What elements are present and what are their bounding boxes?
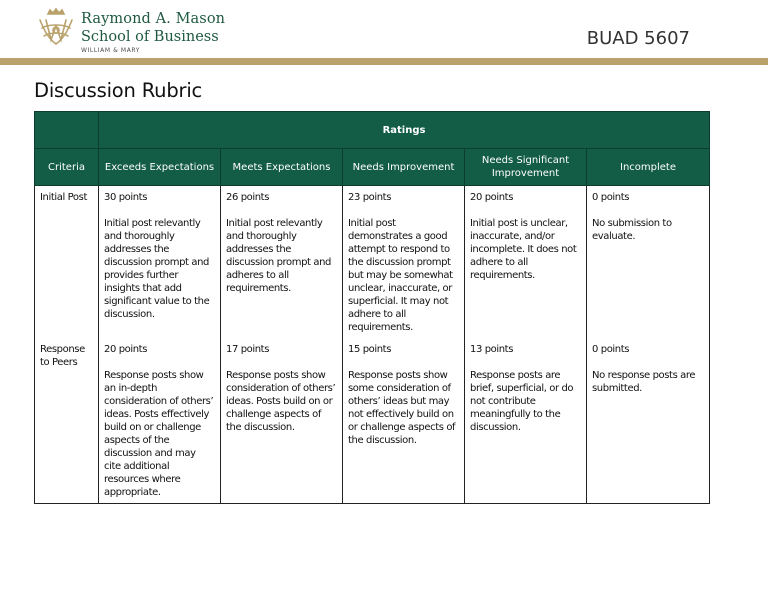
- rating-description: No submission to evaluate.: [592, 218, 672, 242]
- rating-description: Initial post demonstrates a good attempt to respond to the discussion prompt but may be somewhat unclear, inaccurate, or superficial. It may not adhere to all requirements.: [348, 218, 453, 333]
- level-header-meets: Meets Expectations: [221, 149, 343, 186]
- criteria-header: Criteria: [35, 149, 99, 186]
- rating-description: Response posts show an in-depth consideration of others’ ideas. Posts effectively build on or challenge aspects of the discussion and may cite additional resources where appropriate.: [104, 370, 214, 498]
- points-label: 13 points: [470, 344, 514, 355]
- criterion-label: Response to Peers: [40, 344, 85, 368]
- school-name: [81, 10, 225, 54]
- points-label: 0 points: [592, 344, 630, 355]
- rating-description: Response posts show some consideration of others’ ideas but may not effectively build on or challenge aspects of the discussion.: [348, 370, 456, 446]
- level-header-exceeds: Exceeds Expectations: [99, 149, 221, 186]
- points-label: 20 points: [470, 192, 514, 203]
- points-label: 20 points: [104, 344, 148, 355]
- rating-description: Initial post is unclear, inaccurate, and/or incomplete. It does not adhere to all requirements.: [470, 218, 577, 281]
- rating-description: Initial post relevantly and thoroughly addresses the discussion prompt and provides further insights that add significant value to the discussion.: [104, 218, 210, 320]
- cypher-logo-icon: [34, 6, 78, 48]
- rating-cell: [465, 338, 587, 504]
- rubric-table: [34, 111, 710, 504]
- rating-description: Response posts show consideration of others’ ideas. Posts build on or challenge aspects of the discussion.: [226, 370, 336, 433]
- school-name-line2: School of Business: [81, 29, 219, 45]
- criterion-cell: [35, 338, 99, 504]
- rating-cell: [587, 186, 710, 339]
- rating-cell: [465, 186, 587, 339]
- criterion-label: Initial Post: [40, 192, 87, 203]
- criterion-cell: [35, 186, 99, 339]
- points-label: 15 points: [348, 344, 392, 355]
- course-code: BUAD 5607: [586, 28, 690, 49]
- rating-description: Response posts are brief, superficial, or do not contribute meaningfully to the discussion.: [470, 370, 574, 433]
- rating-description: Initial post relevantly and thoroughly addresses the discussion prompt and adheres to all requirements.: [226, 218, 331, 294]
- page-title: Discussion Rubric: [34, 79, 203, 102]
- rating-cell: [99, 338, 221, 504]
- level-header-needs-significant: Needs Significant Improvement: [465, 149, 587, 186]
- rating-cell: [221, 186, 343, 339]
- header-divider: [0, 58, 768, 65]
- page-header: [0, 0, 768, 58]
- rating-cell: [99, 186, 221, 339]
- rating-description: No response posts are submitted.: [592, 370, 696, 394]
- level-header-incomplete: Incomplete: [587, 149, 710, 186]
- points-label: 17 points: [226, 344, 270, 355]
- rating-cell: [587, 338, 710, 504]
- rating-cell: [343, 186, 465, 339]
- points-label: 0 points: [592, 192, 630, 203]
- school-name-line1: Raymond A. Mason: [81, 11, 226, 27]
- rating-cell: [221, 338, 343, 504]
- points-label: 26 points: [226, 192, 270, 203]
- table-row: [35, 186, 710, 339]
- points-label: 23 points: [348, 192, 392, 203]
- points-label: 30 points: [104, 192, 148, 203]
- table-row: [35, 338, 710, 504]
- ratings-header: Ratings: [99, 112, 710, 149]
- level-header-needs-improvement: Needs Improvement: [343, 149, 465, 186]
- rating-cell: [343, 338, 465, 504]
- university-name: WILLIAM & MARY: [81, 47, 141, 54]
- table-corner-cell: [35, 112, 99, 149]
